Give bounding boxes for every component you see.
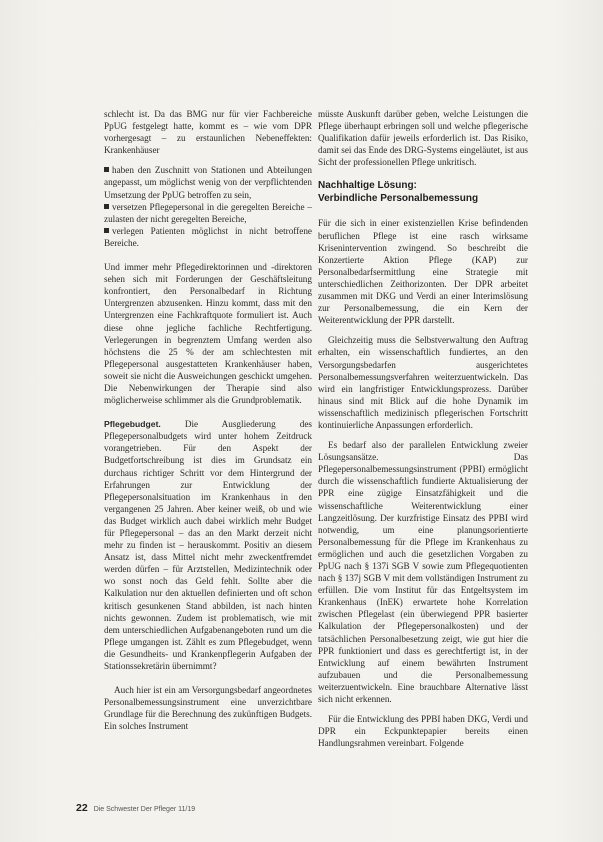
paragraph: müsste Auskunft darüber geben, welche Leistungen die Pflege überhaupt erbringen soll und welche pflegerische Qualifikation dafür jeweils erforderlich ist. Das Risiko, damit sei das Ende des DRG-Systems eingeläutet, ist aus Sicht der professionellen Pflege unkritisch. bbox=[318, 109, 528, 168]
page-footer bbox=[76, 802, 195, 814]
paragraph: Für die sich in einer existenziellen Krise befindenden beruflichen Pflege ist eine rasch wirksame Krisenintervention zwingend. So beschreibt die Konzertierte Aktion Pflege (KAP) zur Personalbedarfsermittlung eine Strategie mit unterschiedlichen Zeithorizonten. Der DPR arbeitet zusammen mit DKG und Verdi an einer Interimslösung zur Personalbemessung, die ein Kern der Weiterentwicklung der PPR darstellt. bbox=[318, 218, 528, 326]
paragraph: Pflegebudget. Die Ausgliederung des Pflegepersonalbudgets wird unter hohem Zeitdruck vorangetrieben. Für den Aspekt der Budgetfortschreibung ist dies im Grundsatz ein durchaus richtiger Schritt vor dem Hintergrund der Erfahrungen zur Entwicklung der Pflegepersonalsituation im Krankenhaus in den vergangenen 25 Jahren. Aber keiner weiß, ob und wie das Budget wirklich auch dabei wirklich mehr Budget für Pflegepersonal – das an den Markt derzeit nicht mehr zu finden ist – herauskommt. Positiv an diesem Ansatz ist, dass Mittel nicht mehr zweckentfremdet werden dürfen – für Arztstellen, Medizintechnik oder wo sonst noch das Geld fehlt. Sollte aber die Kalkulation nur den aktuellen definierten und oft schon kritisch gesunkenen Stand abbilden, ist nach hinten nichts gewonnen. Zudem ist problematisch, wie mit dem unterschiedlichen Aufgabenangeboten rund um die Pflege umgangen ist. Zählt es zum Pflegebudget, wenn die Gesundheits- und Krankenpflegerin Aufgaben der Stationssekretärin übernimmt? bbox=[104, 419, 312, 672]
square-bullet-icon bbox=[104, 228, 109, 233]
square-bullet-icon bbox=[104, 167, 109, 172]
paragraph: Es bedarf also der parallelen Entwicklung zweier Lösungsansätze. Das Pflegepersonalbemessungsinstrument (PPBI) ermöglicht durch die wissenschaftlich fundierte Aktualisierung der PPR eine zügige Einsatzfähigkeit und die wissenschaftliche Weiterentwicklung einer Langzeitlösung. Der kurzfristige Einsatz des PPBI wird notwendig, um eine planungsorientierte Personalbemessung für die Pflege im Krankenhaus zu ermöglichen und auch die gesetzlichen Vorgaben zu PpUG nach § 137i SGB V sowie zum Pflegequotienten nach § 137j SGB V mit dem vollständigen Instrument zu erfüllen. Die vom Institut für das Entgeltsystem im Krankenhaus (InEK) erwartete hohe Korrelation zwischen Pflegelast (ein überwiegend PPR basierter Kalkulation der Pflegepersonalkosten) und der tatsächlichen Personalbesetzung zeigt, wie gut hier die PPR funktioniert und dass es gerechtfertigt ist, in der Entwicklung auf einem bewährten Instrument aufzubauen und die Personalbemessung weiterzuentwickeln. Eine brauchbare Alternative lässt sich nicht erkennen. bbox=[318, 440, 528, 705]
page-number: 22 bbox=[76, 802, 88, 814]
bullet-item: verlegen Patienten möglichst in nicht betroffene Bereiche. bbox=[104, 225, 312, 248]
paragraph: Für die Entwicklung des PPBI haben DKG, Verdi und DPR ein Eckpunktepapier bereits einen Handlungsrahmen vereinbart. Folgende bbox=[318, 714, 528, 749]
section-heading: Nachhaltige Lösung: Verbindliche Personalbemessung bbox=[318, 180, 479, 204]
bullet-list bbox=[104, 164, 312, 249]
publication-name: Die Schwester Der Pfleger 11/19 bbox=[93, 806, 196, 813]
paragraph: schlecht ist. Da das BMG nur für vier Fachbereiche PpUG festgelegt hatte, kommt es – wie vom DPR vorhergesagt – zu erstaunlichen Nebeneffekten: Krankenhäuser bbox=[104, 109, 312, 156]
paragraph: Auch hier ist ein am Versorgungsbedarf angeordnetes Personalbemessungsinstrument eine unverzichtbare Grundlage für die Berechnung des zukünftigen Budgets. Ein solches Instrument bbox=[104, 685, 312, 732]
run-in-heading: Pflegebudget. bbox=[104, 419, 161, 430]
bullet-item: haben den Zuschnitt von Stationen und Abteilungen angepasst, um möglichst wenig von der verpflichtenden Umsetzung der PpUG betroffen zu sein, bbox=[104, 165, 312, 200]
right-column bbox=[318, 108, 528, 761]
paragraph: Und immer mehr Pflegedirektorinnen und -direktoren sehen sich mit Forderungen der Geschäftsleitung konfrontiert, den Personalbedarf in Richtung Untergrenzen abzusenken. Hinzu kommt, dass mit den Untergrenzen eine Fachkraftquote formuliert ist. Auch diese ohne jegliche fachliche Rechtfertigung. Verlegerungen in begrenztem Umfang werden also höchstens die 25 % der am schlechtesten mit Pflegepersonal ausgestatteten Krankenhäuser haben, soweit sie nicht die Ausweichungen geschickt umgehen. Die Nebenwirkungen der Therapie sind also möglicherweise schlimmer als die Grundproblematik. bbox=[104, 262, 312, 406]
bullet-item: versetzen Pflegepersonal in die geregelten Bereiche – zulasten der nicht geregelten Bereiche, bbox=[104, 201, 312, 224]
paragraph: Gleichzeitig muss die Selbstverwaltung den Auftrag erhalten, ein wissenschaftlich fundiertes, an den Versorgungsbedarfen ausgerichtetes Personalbemessungsverfahren weiterzuentwickeln. Das wird ein langfristiger Entwicklungsprozess. Darüber hinaus sind mit Blick auf die hohe Dynamik im wissenschaftlich medizinisch pflegerischen Fortschritt kontinuierliche Anpassungen erforderlich. bbox=[318, 335, 528, 430]
square-bullet-icon bbox=[104, 204, 109, 209]
left-column bbox=[104, 108, 312, 745]
